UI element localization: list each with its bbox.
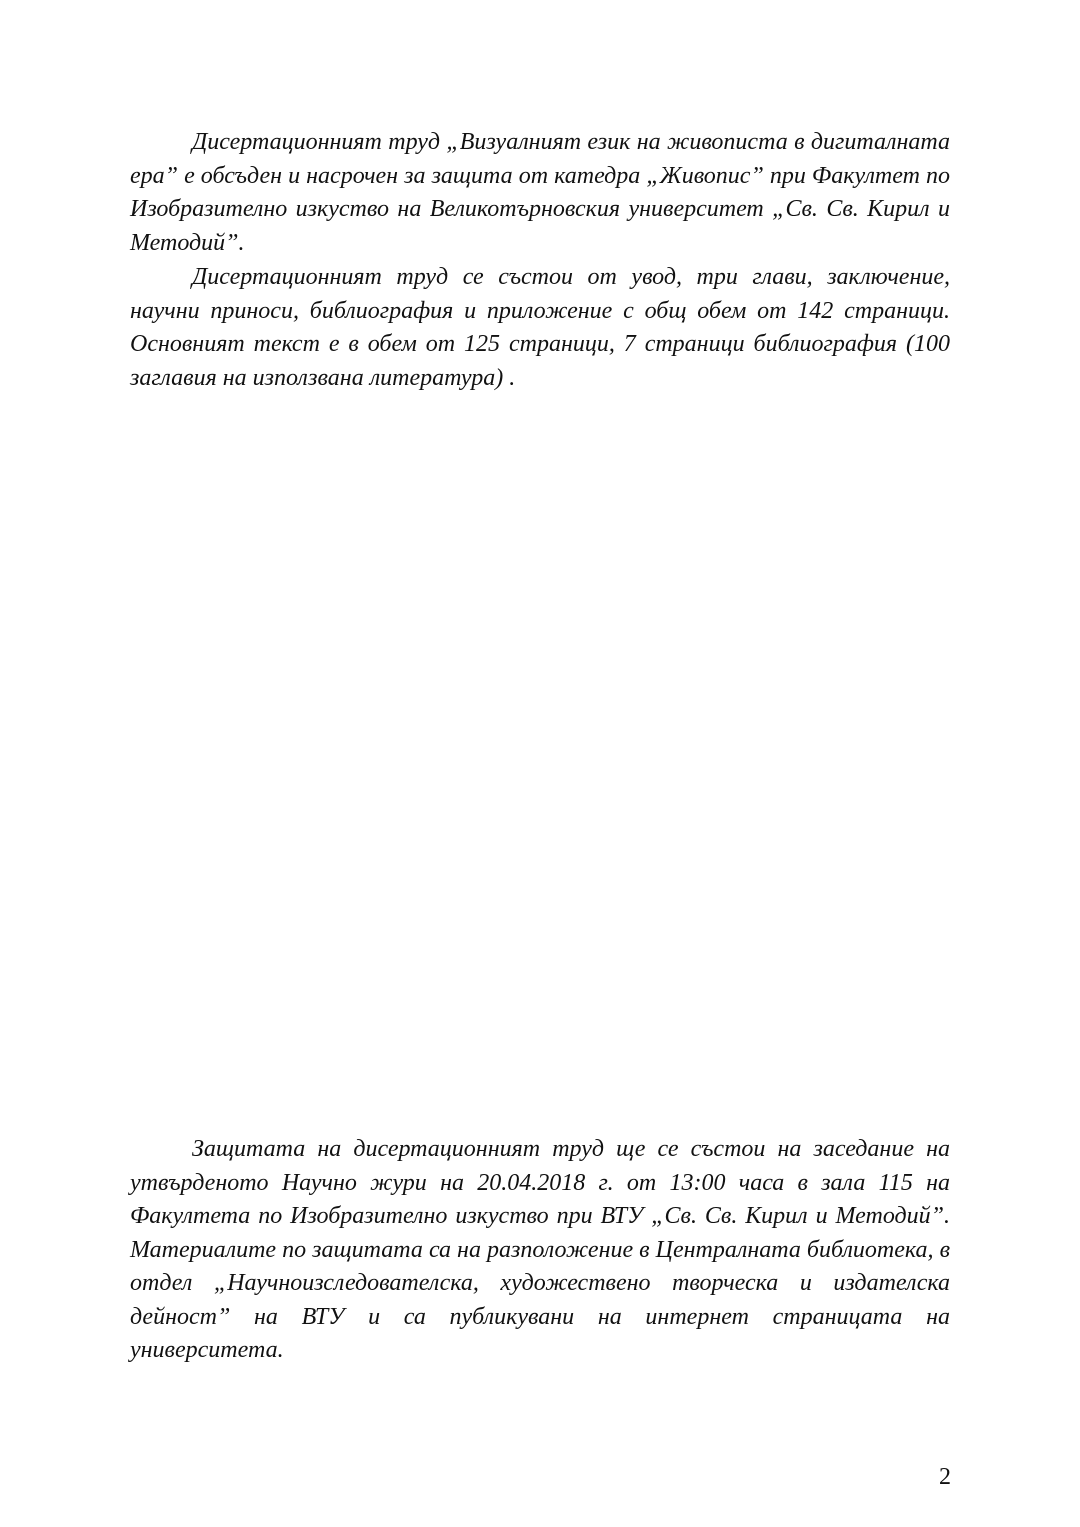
paragraph-defense-details: Защитата на дисертационният труд ще се състои на заседание на утвърденото Научно жури на 20.04.2018 г. от 13:00 часа в зала 115 на Факултета по Изобразително изкуство при ВТУ „Св. Св. Кирил и Методий”. Материалите по защитата са на разположение в Централната библиотека, в отдел „Научноизследователска, художествено творческа и издателска дейност” на ВТУ и са публикувани на интернет страницата на университета. [130,1136,950,1363]
paragraph-dissertation-structure: Дисертационният труд се състои от увод, три глави, заключение, научни приноси, библиография и приложение с общ обем от 142 страници. Основният текст е в обем от 125 страници, 7 страници библиография (100 заглавия на използвана литература) . [130,264,950,391]
paragraph-dissertation-discussion: Дисертационният труд „Визуалният език на живописта в дигиталната ера” е обсъден и насрочен за защита от катедра „Живопис” при Факултет по Изобразително изкуство на Великотърновския университет „Св. Св. Кирил и Методий”. [130,129,950,256]
page-number: 2 [939,1464,951,1490]
